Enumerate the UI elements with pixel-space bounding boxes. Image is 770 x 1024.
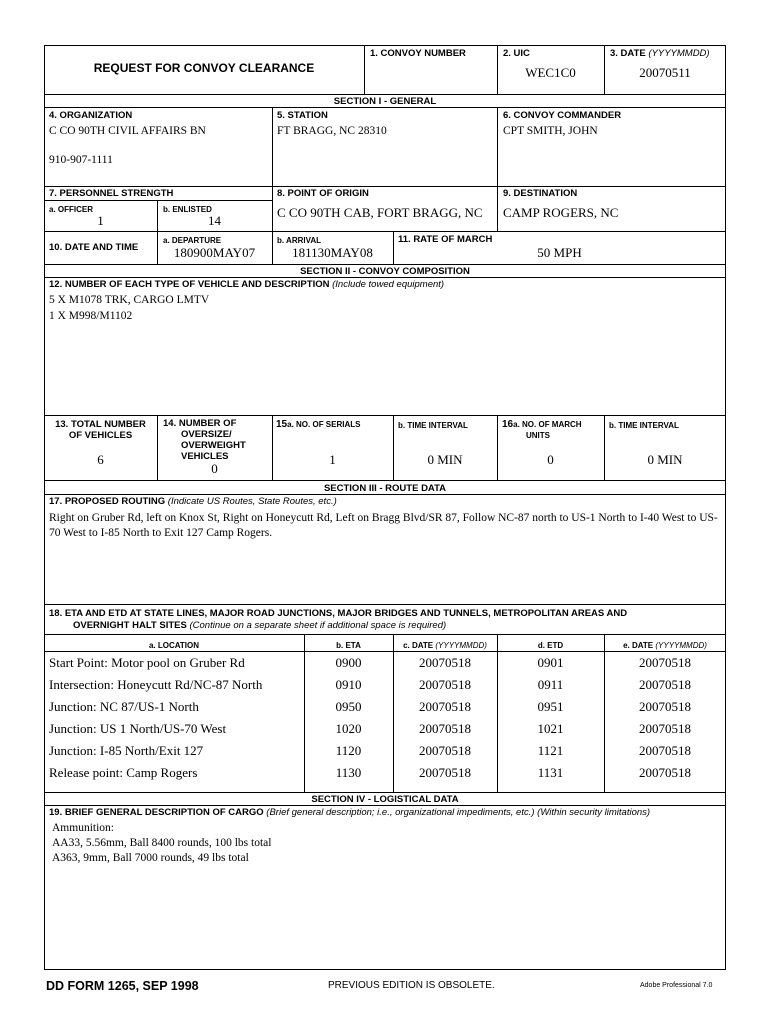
cargo-description-label: 19. BRIEF GENERAL DESCRIPTION OF CARGO (Brief general description; i.e., organizational impediments, etc.) (Within security limitations): [49, 807, 651, 818]
convoy-commander-label: 6. CONVOY COMMANDER: [503, 110, 622, 121]
cell-eta[interactable]: 1120: [335, 743, 362, 758]
cell-etd-date[interactable]: 20070518: [639, 765, 691, 780]
cell-etd-date[interactable]: 20070518: [639, 743, 691, 758]
form-title: REQUEST FOR CONVOY CLEARANCE: [93, 61, 315, 75]
total-vehicles-label: 13. TOTAL NUMBER OF VEHICLES: [55, 419, 146, 441]
uic-field[interactable]: WEC1C0: [525, 65, 576, 80]
officer-field[interactable]: 1: [97, 213, 104, 228]
cell-etd[interactable]: 0951: [537, 699, 564, 714]
oversize-vehicles-field[interactable]: 0: [211, 461, 218, 476]
convoy-commander-field[interactable]: CPT SMITH, JOHN: [503, 125, 598, 137]
cell-eta[interactable]: 0900: [335, 655, 362, 670]
cell-etd-date[interactable]: 20070518: [639, 677, 691, 692]
cell-location[interactable]: Intersection: Honeycutt Rd/NC-87 North: [49, 677, 263, 692]
cell-location[interactable]: Junction: NC 87/US-1 North: [49, 699, 199, 714]
vehicle-line[interactable]: 1 X M998/M1102: [49, 310, 133, 322]
oversize-vehicles-label: 14. NUMBER OF OVERSIZE/ OVERWEIGHT VEHICLES: [163, 418, 246, 462]
departure-label: a. DEPARTURE: [163, 236, 222, 245]
station-field[interactable]: FT BRAGG, NC 28310: [277, 125, 387, 137]
rate-of-march-label: 11. RATE OF MARCH: [398, 234, 493, 245]
vehicle-description-label: 12. NUMBER OF EACH TYPE OF VEHICLE AND DESCRIPTION (Include towed equipment): [49, 279, 445, 290]
cell-etd-date[interactable]: 20070518: [639, 721, 691, 736]
arrival-field[interactable]: 181130MAY08: [292, 245, 373, 260]
unit-interval-label: b. TIME INTERVAL: [609, 421, 679, 430]
serials-field[interactable]: 1: [329, 452, 336, 467]
organization-field[interactable]: C CO 90TH CIVIL AFFAIRS BN: [49, 125, 206, 137]
obsolete-note: PREVIOUS EDITION IS OBSOLETE.: [328, 980, 495, 991]
point-of-origin-field[interactable]: C CO 90TH CAB, FORT BRAGG, NC: [277, 205, 483, 220]
proposed-routing-field[interactable]: Right on Gruber Rd, left on Knox St, Right on Honeycutt Rd, Left on Bragg Blvd/SR 87, Follow NC-87 north to US-1 North to I-40 West to US-70 West to I-85 North to Exit 127 Camp Rogers.: [49, 512, 718, 539]
cell-etd[interactable]: 1131: [537, 765, 564, 780]
enlisted-label: b. ENLISTED: [163, 205, 212, 214]
col-etd-header: d. ETD: [537, 641, 564, 650]
eta-etd-label-cont: OVERNIGHT HALT SITES (Continue on a separate sheet if additional space is required): [73, 620, 447, 631]
section-4-heading: SECTION IV - LOGISTICAL DATA: [311, 794, 459, 805]
cell-eta-date[interactable]: 20070518: [419, 765, 471, 780]
cell-eta[interactable]: 1020: [335, 721, 362, 736]
serial-interval-label: b. TIME INTERVAL: [398, 421, 468, 430]
cell-eta-date[interactable]: 20070518: [419, 655, 471, 670]
cell-etd[interactable]: 0901: [537, 655, 564, 670]
cell-eta[interactable]: 1130: [335, 765, 362, 780]
destination-label: 9. DESTINATION: [503, 188, 578, 199]
march-units-field[interactable]: 0: [547, 452, 554, 467]
uic-label: 2. UIC: [503, 48, 530, 59]
cell-location[interactable]: Release point: Camp Rogers: [49, 765, 198, 780]
cell-location[interactable]: Junction: I-85 North/Exit 127: [49, 743, 204, 758]
cell-etd[interactable]: 1121: [537, 743, 564, 758]
cell-eta-date[interactable]: 20070518: [419, 721, 471, 736]
convoy-number-label: 1. CONVOY NUMBER: [370, 48, 466, 59]
vehicle-line[interactable]: 5 X M1078 TRK, CARGO LMTV: [49, 294, 210, 306]
cell-eta-date[interactable]: 20070518: [419, 743, 471, 758]
total-vehicles-field[interactable]: 6: [97, 452, 104, 467]
section-1-heading: SECTION I - GENERAL: [333, 96, 437, 107]
march-units-label: 16a. NO. OF MARCH UNITS: [502, 419, 582, 440]
form-id: DD FORM 1265, SEP 1998: [46, 979, 199, 993]
rate-of-march-field[interactable]: 50 MPH: [537, 245, 582, 260]
cargo-line[interactable]: AA33, 5.56mm, Ball 8400 rounds, 100 lbs total: [52, 837, 272, 849]
cell-eta[interactable]: 0950: [335, 699, 362, 714]
cell-etd-date[interactable]: 20070518: [639, 655, 691, 670]
personnel-strength-label: 7. PERSONNEL STRENGTH: [49, 188, 174, 199]
date-and-time-label: 10. DATE AND TIME: [49, 242, 139, 253]
departure-field[interactable]: 180900MAY07: [173, 245, 256, 260]
cargo-line[interactable]: Ammunition:: [52, 822, 114, 834]
enlisted-field[interactable]: 14: [208, 213, 221, 228]
point-of-origin-label: 8. POINT OF ORIGIN: [277, 188, 369, 199]
form-border: [44, 45, 726, 970]
organization-label: 4. ORGANIZATION: [49, 110, 133, 121]
cell-eta[interactable]: 0910: [335, 677, 362, 692]
eta-etd-label: 18. ETA AND ETD AT STATE LINES, MAJOR ROAD JUNCTIONS, MAJOR BRIDGES AND TUNNELS, METROPOLITAN AREAS AND: [49, 608, 628, 619]
software-note: Adobe Professional 7.0: [640, 982, 713, 989]
cell-eta-date[interactable]: 20070518: [419, 699, 471, 714]
cell-location[interactable]: Junction: US 1 North/US-70 West: [49, 721, 227, 736]
cell-etd[interactable]: 0911: [537, 677, 564, 692]
cell-eta-date[interactable]: 20070518: [419, 677, 471, 692]
date-label: 3. DATE (YYYYMMDD): [610, 48, 710, 59]
proposed-routing-label: 17. PROPOSED ROUTING (Indicate US Routes, State Routes, etc.): [49, 496, 337, 507]
col-etd-date-header: e. DATE (YYYYMMDD): [623, 641, 707, 650]
serials-label: 15a. NO. OF SERIALS: [276, 419, 361, 430]
serial-interval-field[interactable]: 0 MIN: [427, 452, 463, 467]
arrival-label: b. ARRIVAL: [277, 236, 321, 245]
col-location-header: a. LOCATION: [148, 641, 200, 650]
organization-phone-field[interactable]: 910-907-1111: [49, 154, 113, 166]
section-2-heading: SECTION II - CONVOY COMPOSITION: [300, 266, 470, 277]
destination-field[interactable]: CAMP ROGERS, NC: [503, 205, 619, 220]
unit-interval-field[interactable]: 0 MIN: [647, 452, 683, 467]
cell-location[interactable]: Start Point: Motor pool on Gruber Rd: [49, 655, 245, 670]
divider: [364, 45, 365, 94]
cargo-line[interactable]: A363, 9mm, Ball 7000 rounds, 49 lbs total: [52, 852, 249, 864]
officer-label: a. OFFICER: [49, 205, 94, 214]
cell-etd-date[interactable]: 20070518: [639, 699, 691, 714]
cell-etd[interactable]: 1021: [537, 721, 564, 736]
col-eta-header: b. ETA: [336, 641, 361, 650]
section-3-heading: SECTION III - ROUTE DATA: [323, 483, 447, 494]
date-field[interactable]: 20070511: [639, 65, 691, 80]
station-label: 5. STATION: [277, 110, 328, 121]
col-eta-date-header: c. DATE (YYYYMMDD): [403, 641, 487, 650]
